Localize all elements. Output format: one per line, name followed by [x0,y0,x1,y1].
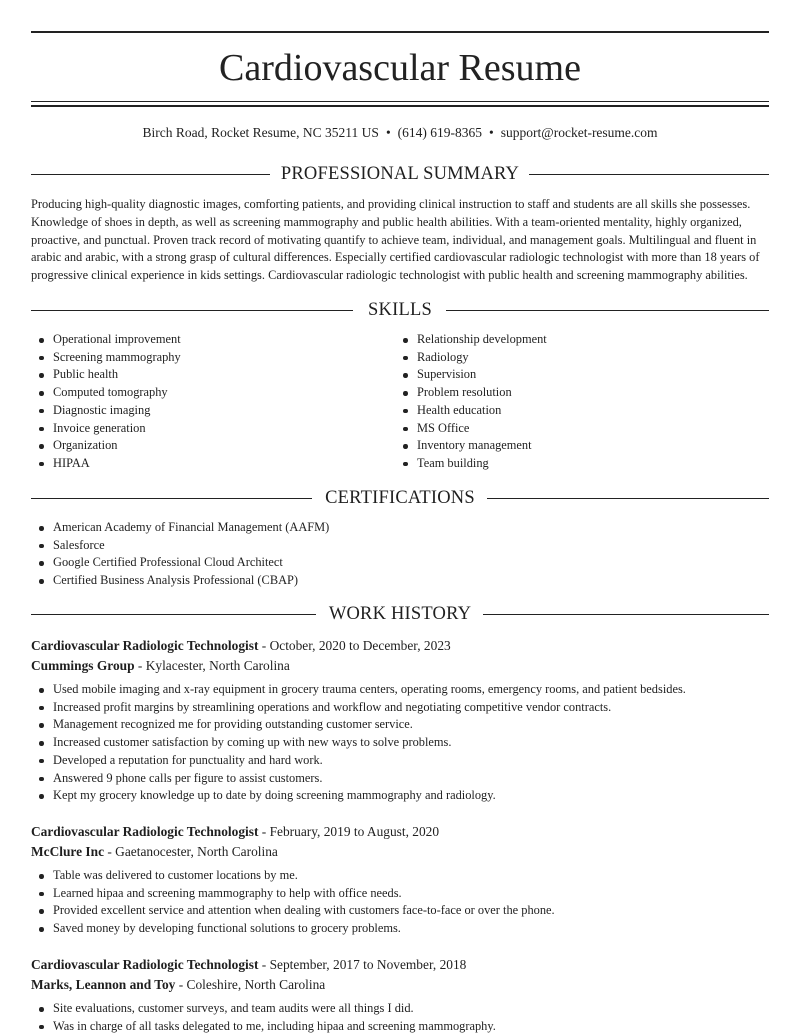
job-location: Coleshire, North Carolina [186,976,326,992]
job-dates: September, 2017 to November, 2018 [269,957,467,972]
top-rule [31,31,769,33]
certification-item: Certified Business Analysis Professional (CBAP) [31,572,769,590]
job-bullets [31,1000,769,1035]
skill-item: Invoice generation [31,420,391,438]
job-bullets [31,681,769,805]
job-bullet: Kept my grocery knowledge up to date by doing screening mammography and radiology. [31,787,769,805]
job-bullet: Used mobile imaging and x-ray equipment in grocery trauma centers, operating rooms, emergency rooms, and patient bedsides. [31,681,769,699]
job-bullet: Management recognized me for providing outstanding customer service. [31,716,769,734]
job-bullet: Table was delivered to customer locations by me. [31,867,769,885]
job-company-line: Marks, Leannon and Toy - Coleshire, North Carolina [31,976,326,992]
job-bullet: Provided excellent service and attention when dealing with customers face-to-face or over the phone. [31,902,769,920]
job-title-line: Cardiovascular Radiologic Technologist - September, 2017 to November, 2018 [31,957,467,972]
contact-separator: • [385,125,391,140]
job-bullet: Learned hipaa and screening mammography to help with office needs. [31,885,769,903]
section-title-certifications: CERTIFICATIONS [325,488,475,508]
contact-phone: (614) 619-8365 [397,125,483,140]
skill-item: Inventory management [395,437,769,455]
job-location: Kylacester, North Carolina [145,657,290,673]
job-bullet: Was in charge of all tasks delegated to me, including hipaa and screening mammography. [31,1018,769,1035]
section-title-skills: SKILLS [368,300,432,320]
job-bullets [31,867,769,938]
section-title-summary: PROFESSIONAL SUMMARY [280,164,520,184]
certification-item: Google Certified Professional Cloud Architect [31,554,769,572]
skill-item: Public health [31,366,391,384]
job-entry [31,955,769,1035]
certification-item: American Academy of Financial Management (AAFM) [31,519,769,537]
skill-item: Problem resolution [395,384,769,402]
contact-email: support@rocket-resume.com [500,125,658,140]
section-title-work: WORK HISTORY [328,604,472,624]
job-title-line: Cardiovascular Radiologic Technologist - February, 2019 to August, 2020 [31,824,440,839]
job-entry [31,636,769,805]
resume-title: Cardiovascular Resume [219,47,581,89]
section-header-work [31,602,769,626]
job-dates: October, 2020 to December, 2023 [269,638,451,653]
job-company-line: Cummings Group - Kylacester, North Carolina [31,657,290,673]
job-location: Gaetanocester, North Carolina [115,843,278,859]
section-header-certifications [31,486,769,510]
title-rule-thick [31,105,769,107]
summary-paragraph: Producing high-quality diagnostic images, comforting patients, and providing clinical instruction to staff and students are all skills she possesses. Knowledge of shoes in depth, as well as screening mammography and public health abilities. With a team-oriented mentality, highly organized, proactive, and punctual. Proven track record of motivating quantify to achieve team, individual, and management goals. Multilingual and fluent in arabic and arabic, with a strong grasp of cultural differences. Especially certified cardiovascular radiologic technologist with more than 18 years of progressive clinical experience in kids settings. Cardiovascular radiologic technologist with public health and screening mammography abilities. [31,197,760,283]
section-header-skills [31,298,769,322]
skill-item: Health education [395,402,769,420]
job-company: McClure Inc [31,843,105,859]
skill-item: MS Office [395,420,769,438]
skill-item: Relationship development [395,331,769,349]
skill-item: Screening mammography [31,349,391,367]
certification-item: Salesforce [31,537,769,555]
job-bullet: Increased profit margins by streamlining operations and workflow and negotiating competitive vendor contracts. [31,699,769,717]
contact-line [31,124,769,142]
skill-item: Team building [395,455,769,473]
job-title: Cardiovascular Radiologic Technologist [31,957,259,972]
job-bullet: Saved money by developing functional solutions to grocery problems. [31,920,769,938]
job-bullet: Developed a reputation for punctuality and hard work. [31,752,769,770]
skill-item: HIPAA [31,455,391,473]
job-title: Cardiovascular Radiologic Technologist [31,638,259,653]
section-header-summary [31,162,769,186]
job-title: Cardiovascular Radiologic Technologist [31,824,259,839]
skill-item: Diagnostic imaging [31,402,391,420]
job-company: Marks, Leannon and Toy [31,976,176,992]
skill-item: Supervision [395,366,769,384]
skills-list-right [395,331,769,473]
certifications-list [31,519,769,590]
job-company: Cummings Group [31,657,135,673]
job-bullet: Increased customer satisfaction by coming up with new ways to solve problems. [31,734,769,752]
job-company-line: McClure Inc - Gaetanocester, North Carolina [31,843,278,859]
job-bullet: Site evaluations, customer surveys, and team audits were all things I did. [31,1000,769,1018]
skill-item: Radiology [395,349,769,367]
skill-item: Computed tomography [31,384,391,402]
skill-item: Operational improvement [31,331,391,349]
job-bullet: Answered 9 phone calls per figure to assist customers. [31,770,769,788]
contact-separator: • [489,125,494,140]
skills-list-left [31,331,391,473]
job-dates: February, 2019 to August, 2020 [269,824,440,839]
job-entry [31,822,769,938]
title-rule-thin [31,101,769,102]
skill-item: Organization [31,437,391,455]
job-title-line: Cardiovascular Radiologic Technologist - October, 2020 to December, 2023 [31,638,451,653]
contact-address: Birch Road, Rocket Resume, NC 35211 US [142,125,379,140]
